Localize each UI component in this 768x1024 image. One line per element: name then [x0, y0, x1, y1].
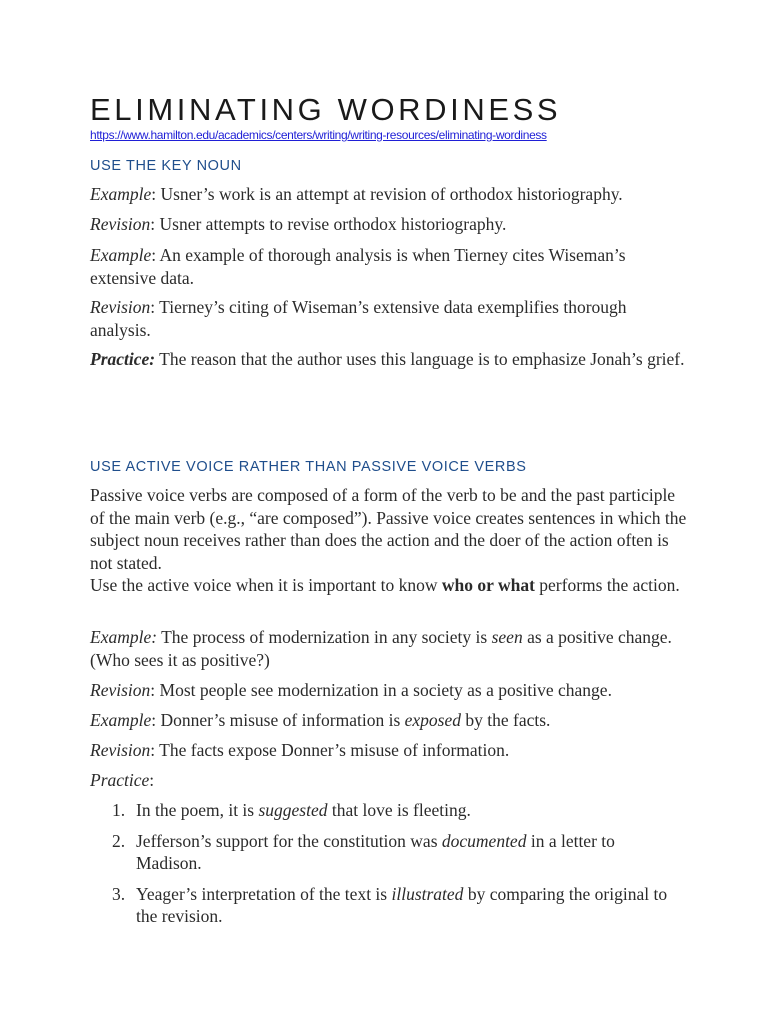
example-3 [90, 626, 690, 671]
practice-text: The reason that the author uses this language is to emphasize Jonah’s grief. [155, 349, 685, 369]
item-text: Jefferson’s support for the constitution was [136, 830, 442, 851]
example-label: Example [90, 245, 152, 265]
advice-text: Use the active voice when it is important to know [90, 575, 442, 595]
revision-label: Revision [90, 214, 151, 234]
list-item [112, 883, 682, 928]
item-text-end: that love is fleeting. [327, 800, 471, 820]
example-text: : Usner’s work is an attempt at revision of orthodox historiography. [151, 184, 623, 204]
example-text: : An example of thorough analysis is when Tierney cites Wiseman’s extensive data. [90, 245, 626, 288]
example-emphasis: seen [491, 627, 523, 647]
item-text: Yeager’s interpretation of the text is [136, 883, 392, 904]
item-text-end: by comparing the original to the revision. [136, 883, 668, 926]
item-text-end: in a letter to Madison. [136, 830, 615, 873]
example-text-end: as a positive change. (Who sees it as positive?) [90, 627, 672, 670]
practice-list [112, 799, 682, 928]
practice-colon: : [149, 770, 155, 790]
list-number: 2. [112, 830, 126, 851]
example-emphasis: exposed [404, 710, 462, 730]
revision-text: : Most people see modernization in a society as a positive change. [150, 680, 612, 700]
source-link[interactable]: https://www.hamilton.edu/academics/centers/writing/writing-resources/eliminating-wordiness [90, 128, 547, 142]
revision-label: Revision [90, 297, 151, 317]
practice-1 [90, 348, 690, 371]
list-number: 1. [112, 800, 126, 820]
example-text: : Donner’s misuse of information is [151, 710, 405, 730]
revision-4 [90, 739, 690, 762]
section-heading-key-noun: USE THE KEY NOUN [90, 158, 242, 174]
item-emphasis: illustrated [391, 883, 464, 904]
list-item [112, 830, 682, 875]
example-label: Example: [90, 627, 158, 647]
example-label: Example [90, 710, 152, 730]
revision-text: : The facts expose Donner’s misuse of information. [150, 740, 510, 760]
example-label: Example [90, 184, 152, 204]
revision-text: : Usner attempts to revise orthodox historiography. [150, 214, 507, 234]
passive-voice-explanation: Passive voice verbs are composed of a form of the verb to be and the past participle of the main verb (e.g., “are composed”). Passive voice creates sentences in which the subject noun receives rather than does the action and the doer of the action often is not stated. [90, 485, 687, 573]
advice-bold-text: who or what [441, 575, 535, 595]
active-voice-advice [90, 574, 690, 597]
practice-label: Practice: [90, 349, 156, 369]
item-text: In the poem, it is [136, 800, 259, 820]
revision-3 [90, 679, 690, 702]
example-text-end: by the facts. [461, 710, 551, 730]
example-text: The process of modernization in any society is [157, 627, 492, 647]
revision-2 [90, 296, 690, 341]
example-1 [90, 183, 690, 206]
revision-label: Revision [90, 740, 151, 760]
section-heading-active-voice: USE ACTIVE VOICE RATHER THAN PASSIVE VOICE VERBS [90, 459, 527, 475]
revision-1 [90, 213, 690, 236]
practice-2 [90, 769, 690, 792]
revision-label: Revision [90, 680, 151, 700]
example-2 [90, 244, 690, 289]
example-4 [90, 709, 690, 732]
list-number: 3. [112, 883, 126, 904]
item-emphasis: documented [441, 830, 527, 851]
practice-label: Practice [90, 770, 150, 790]
item-emphasis: suggested [258, 800, 328, 820]
revision-text: : Tierney’s citing of Wiseman’s extensive data exemplifies thorough analysis. [90, 297, 627, 340]
page-title: ELIMINATING WORDINESS [90, 92, 562, 127]
advice-text-end: performs the action. [534, 575, 680, 595]
list-item [112, 799, 682, 822]
